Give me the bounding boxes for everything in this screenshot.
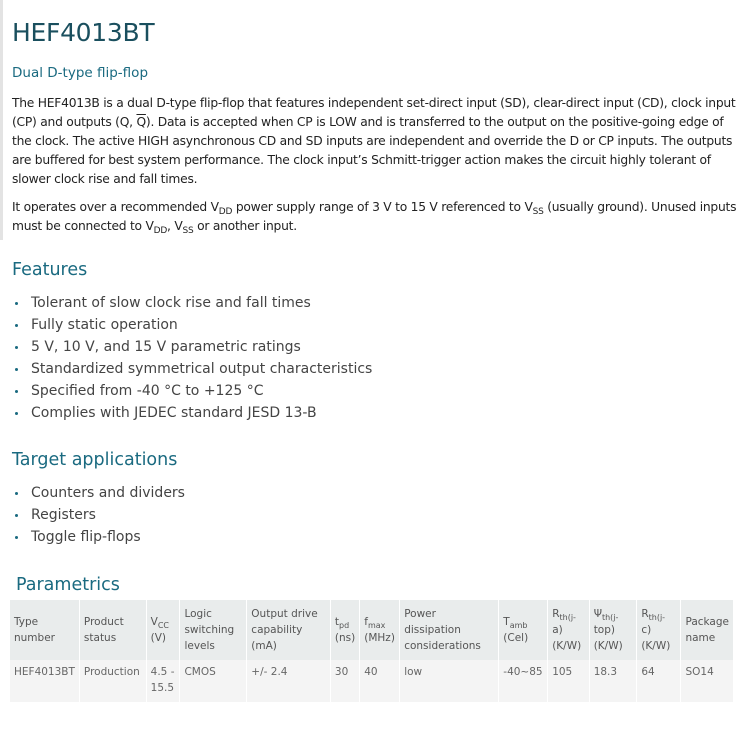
col-output-drive[interactable]: Output drive capability (mA) bbox=[247, 600, 331, 660]
bullet-icon bbox=[15, 302, 18, 305]
cell-package-name: SO14 bbox=[681, 660, 734, 702]
table-header-row bbox=[10, 600, 734, 660]
page-title: HEF4013BT bbox=[12, 18, 155, 47]
bullet-icon bbox=[15, 536, 18, 539]
q-bar-label: $\overline{Q}$ bbox=[136, 115, 146, 129]
cell-power-dissipation: low bbox=[400, 660, 499, 702]
list-item: Standardized symmetrical output characteristics bbox=[12, 358, 372, 380]
bullet-icon bbox=[15, 492, 18, 495]
col-package-name[interactable]: Package name bbox=[681, 600, 734, 660]
cell-rth-ja: 105 bbox=[548, 660, 590, 702]
description-paragraph-1: The HEF4013B is a dual D-type flip-flop that features independent set-direct input (SD), clear-direct input (CD), clock input (CP) and outputs (Q, $\overline{Q}$). Data is accepted when CP is LOW and is transferred to the output on the positive-going edge of the clock. The active HIGH asynchronous CD and SD inputs are independent and override the D or CP inputs. The outputs are buffered for best system performance. The clock input’s Schmitt-trigger action makes the circuit highly tolerant of slower clock rise and fall times. bbox=[12, 96, 736, 186]
cell-rth-jc: 64 bbox=[637, 660, 681, 702]
col-rth-ja[interactable]: $R_{th(j-}$ a) (K/W) bbox=[548, 600, 590, 660]
list-item: Specified from -40 °C to +125 °C bbox=[12, 380, 372, 402]
list-item: Fully static operation bbox=[12, 314, 372, 336]
cell-output-drive: +/- 2.4 bbox=[247, 660, 331, 702]
applications-heading: Target applications bbox=[12, 450, 178, 470]
table-row bbox=[10, 660, 734, 702]
bullet-icon bbox=[15, 514, 18, 517]
cell-product-status: Production bbox=[79, 660, 146, 702]
col-tamb[interactable]: $T_{amb}$ (Cel) bbox=[499, 600, 548, 660]
list-item: Complies with JEDEC standard JESD 13-B bbox=[12, 402, 372, 424]
col-product-status[interactable]: Product status bbox=[79, 600, 146, 660]
applications-list bbox=[12, 482, 185, 548]
cell-tamb: -40~85 bbox=[499, 660, 548, 702]
bullet-icon bbox=[15, 324, 18, 327]
cell-type-number[interactable]: HEF4013BT bbox=[10, 660, 79, 702]
col-fmax[interactable]: $f_{max}$ (MHz) bbox=[360, 600, 400, 660]
cell-logic-levels: CMOS bbox=[180, 660, 247, 702]
list-item: Tolerant of slow clock rise and fall times bbox=[12, 292, 372, 314]
col-logic-levels[interactable]: Logic switching levels bbox=[180, 600, 247, 660]
left-accent-bar bbox=[0, 0, 3, 240]
cell-psi-jtop: 18.3 bbox=[589, 660, 637, 702]
features-list bbox=[12, 292, 372, 424]
bullet-icon bbox=[15, 412, 18, 415]
list-item: 5 V, 10 V, and 15 V parametric ratings bbox=[12, 336, 372, 358]
bullet-icon bbox=[15, 368, 18, 371]
bullet-icon bbox=[15, 346, 18, 349]
description-paragraph-2: It operates over a recommended $V_{DD}$ power supply range of 3 V to 15 V referenced to $V_{SS}$ (usually ground). Unused inputs must be connected to $V_{DD}$, $V_{SS}$ or another input. bbox=[12, 200, 737, 236]
col-tpd[interactable]: $t_{pd}$ (ns) bbox=[330, 600, 359, 660]
parametrics-heading: Parametrics bbox=[16, 575, 120, 595]
cell-tpd: 30 bbox=[330, 660, 359, 702]
list-item: Counters and dividers bbox=[12, 482, 185, 504]
list-item: Toggle flip-flops bbox=[12, 526, 185, 548]
col-psi-jtop[interactable]: $\Psi_{th(j-}$ top) (K/W) bbox=[589, 600, 637, 660]
features-heading: Features bbox=[12, 260, 88, 280]
col-vcc[interactable]: $V_{CC}$ (V) bbox=[146, 600, 180, 660]
bullet-icon bbox=[15, 390, 18, 393]
parametrics-table bbox=[10, 600, 734, 702]
col-type-number[interactable]: Type number bbox=[10, 600, 79, 660]
cell-vcc: 4.5 - 15.5 bbox=[146, 660, 180, 702]
cell-fmax: 40 bbox=[360, 660, 400, 702]
col-power-dissipation[interactable]: Power dissipation considerations bbox=[400, 600, 499, 660]
col-rth-jc[interactable]: $R_{th(j-}$ c) (K/W) bbox=[637, 600, 681, 660]
list-item: Registers bbox=[12, 504, 185, 526]
page-subtitle: Dual D-type flip-flop bbox=[12, 65, 149, 81]
